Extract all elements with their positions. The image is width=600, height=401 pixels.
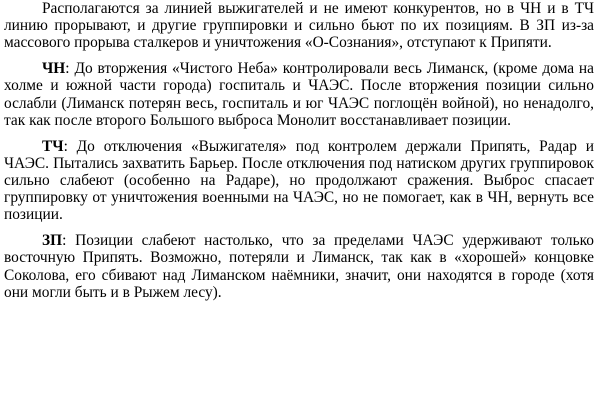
paragraph-lead: ЧН	[42, 60, 66, 78]
paragraph-lead: ЗП	[42, 232, 63, 250]
paragraph-lead: ТЧ	[42, 137, 64, 155]
paragraph-chn	[4, 60, 594, 129]
paragraph-text: : До отключения «Выжигателя» под контролем держали Припять, Радар и ЧАЭС. Пытались захватить Барьер. После отключения под натиском других группировок сильно слабеют (особенно на Радаре), но продолжают сражения. Выброс спасает группировку от уничтожения военными на ЧАЭС, но не помогает, как в ЧН, вернуть все позиции.	[4, 137, 594, 224]
paragraph-zp	[4, 232, 594, 301]
paragraph-intro	[4, 0, 594, 52]
paragraph-text: Располагаются за линией выжигателей и не имеют конкурентов, но в ЧН и в ТЧ линию прорывают, и другие группировки и сильно бьют по их позициям. В ЗП из-за массового прорыва сталкеров и уничтожения «О-Сознания», отступают к Припяти.	[4, 0, 594, 52]
paragraph-text: : Позиции слабеют настолько, что за пределами ЧАЭС удерживают только восточную Припять. Возможно, потеряли и Лиманск, так как в «хорошей» концовке Соколова, его сбивают над Лиманском наёмники, значит, они находятся в городе (хотя они могли быть и в Рыжем лесу).	[4, 232, 594, 301]
paragraph-text: : До вторжения «Чистого Неба» контролировали весь Лиманск, (кроме дома на холме и южной части города) госпиталь и ЧАЭС. После вторжения позиции сильно ослабли (Лиманск потерян весь, госпиталь и юг ЧАЭС поглощён войной), но ненадолго, так как после второго Большого выброса Монолит восстанавливает позиции.	[4, 60, 594, 129]
paragraph-tch	[4, 138, 594, 224]
